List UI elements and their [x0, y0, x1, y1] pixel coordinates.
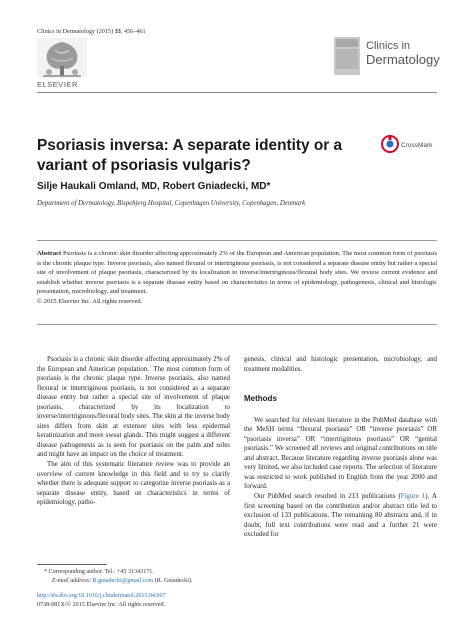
- header-divider: [37, 92, 437, 93]
- abstract-copyright: © 2015 Elsevier Inc. All rights reserved.: [37, 297, 143, 305]
- journal-title-line1: Clinics in: [366, 40, 411, 52]
- publisher-name: ELSEVIER: [37, 80, 78, 89]
- body-column-left: [37, 355, 230, 508]
- footer: [37, 592, 166, 609]
- paragraph-continuation: genesis, clinical and histologic presentation, microbiology, and treatment modalities.: [244, 356, 437, 373]
- paragraph-aim: The aim of this systematic literature review was to provide an overview of current knowledge in this field and to try to clarify whether there is adequate support to categorize inverse psoriasis as a separate disease entity, based on characteristics in terms of epidemiology, patho-: [37, 461, 230, 507]
- paragraph-intro-text-b: The most common form of psoriasis is the chronic plaque type. Inverse psoriasis, also named flexural or intertriginous psoriasis, is not considered as a separate disease entity but rather a special site of involvement of plaque psoriasis, characterized by its localization to inverse/intertriginous/flexural body sites. The skin at the inverse body sites differs from skin at extensor sites with less epidermal keratinization and more sweat glands. This might suggest a different disease pathogenesis as is seen for psoriasis on the palm and soles and might have an impact on the choice of treatment.: [37, 365, 231, 459]
- abstract: [37, 249, 437, 307]
- abstract-text: Psoriasis is a chronic skin disorder affecting approximately 2% of the European and American population. The most common form of psoriasis is the chronic plaque type. Inverse psoriasis, also named flexural or intertriginous psoriasis, is not considered a separate disease entity but rather a special site of involvement of plaque psoriasis, characterized by its localization to inverse/intertriginous/flexural body sites. We review current evidence and establish whether inverse psoriasis is a separate disease entity based on characteristics in terms of epidemiology, pathogenesis, clinical and histologic presentation, microbiology, and treatment.: [37, 250, 438, 296]
- crossmark-badge[interactable]: [381, 134, 443, 154]
- citation-pages: , 456–461: [120, 28, 146, 35]
- abstract-top-rule: [37, 240, 437, 241]
- abstract-label: Abstract: [37, 250, 62, 257]
- citation-volume: 33: [114, 28, 121, 35]
- citation-journal: Clinics in Dermatology (2015): [37, 28, 115, 35]
- abstract-bottom-rule: [37, 324, 437, 325]
- email-label: E-mail address:: [52, 577, 93, 584]
- paragraph-intro-text-a: Psoriasis is a chronic skin disorder affecting approximately 2% of the European and American population.: [37, 356, 230, 373]
- footnote: [44, 568, 192, 585]
- reference-1-link[interactable]: 1: [148, 363, 152, 369]
- article-title: Psoriasis inversa: A separate identity or a variant of psoriasis vulgaris?: [37, 137, 343, 174]
- author-affiliation: Department of Dermatology, Bispebjerg Hospital, Copenhagen University, Copenhagen, Denmark: [37, 200, 306, 207]
- email-link[interactable]: R.gniadecki@gmail.com: [92, 577, 154, 584]
- email-line: [44, 577, 192, 586]
- elsevier-tree-logo-icon: [37, 38, 87, 86]
- email-suffix: (R. Gniadecki).: [153, 577, 193, 584]
- paragraph-methods-results: [244, 492, 437, 540]
- doi-link[interactable]: http://dx.doi.org/10.1016/j.clindermatol.2015.04.007: [37, 593, 166, 599]
- paragraph-methods-results-text-a: Our PubMed search resulted in 213 publications (: [254, 493, 401, 501]
- journal-title-line2: Dermatology: [366, 52, 440, 67]
- footnote-rule: [37, 564, 107, 565]
- corresponding-author-note: * Corresponding author. Tel.: +45 31343171.: [44, 569, 154, 575]
- paragraph-methods-search: We searched for relevant literature in the PubMed database with the MeSH terms “flexural psoriasis” OR “inverse psoriasis” OR “psoriasis inversa” OR “intertriginous psoriasis” OR “genital psoriasis.” We screened all reviews and original contributions on title and abstract. Because literature regarding inverse psoriasis alone was very limited, we also included case reports. The selection of literature was restricted to work published in English from the year 2000 and forward.: [244, 416, 437, 491]
- article-authors: Silje Haukali Omland, MD, Robert Gniadecki, MD*: [37, 181, 271, 192]
- crossmark-label: CrossMark: [401, 142, 433, 149]
- figure-1-link[interactable]: Figure 1: [400, 493, 426, 501]
- section-heading-methods: Methods: [244, 394, 277, 404]
- paragraph-methods-results-text-b: ). A first screening based on the contribution and/or abstract title led to exclusion of 133 publications. The remaining 80 abstracts and, if in doubt, full text contributions were read and a further 21 were excluded for: [244, 493, 437, 539]
- crossmark-icon: [381, 134, 443, 154]
- citation-line: [37, 28, 146, 35]
- journal-title: [366, 40, 440, 66]
- body-column-right: [244, 355, 437, 540]
- issn-line: 0738-081X/© 2015 Elsevier Inc. All rights reserved.: [37, 601, 166, 608]
- paragraph-intro: [37, 355, 230, 460]
